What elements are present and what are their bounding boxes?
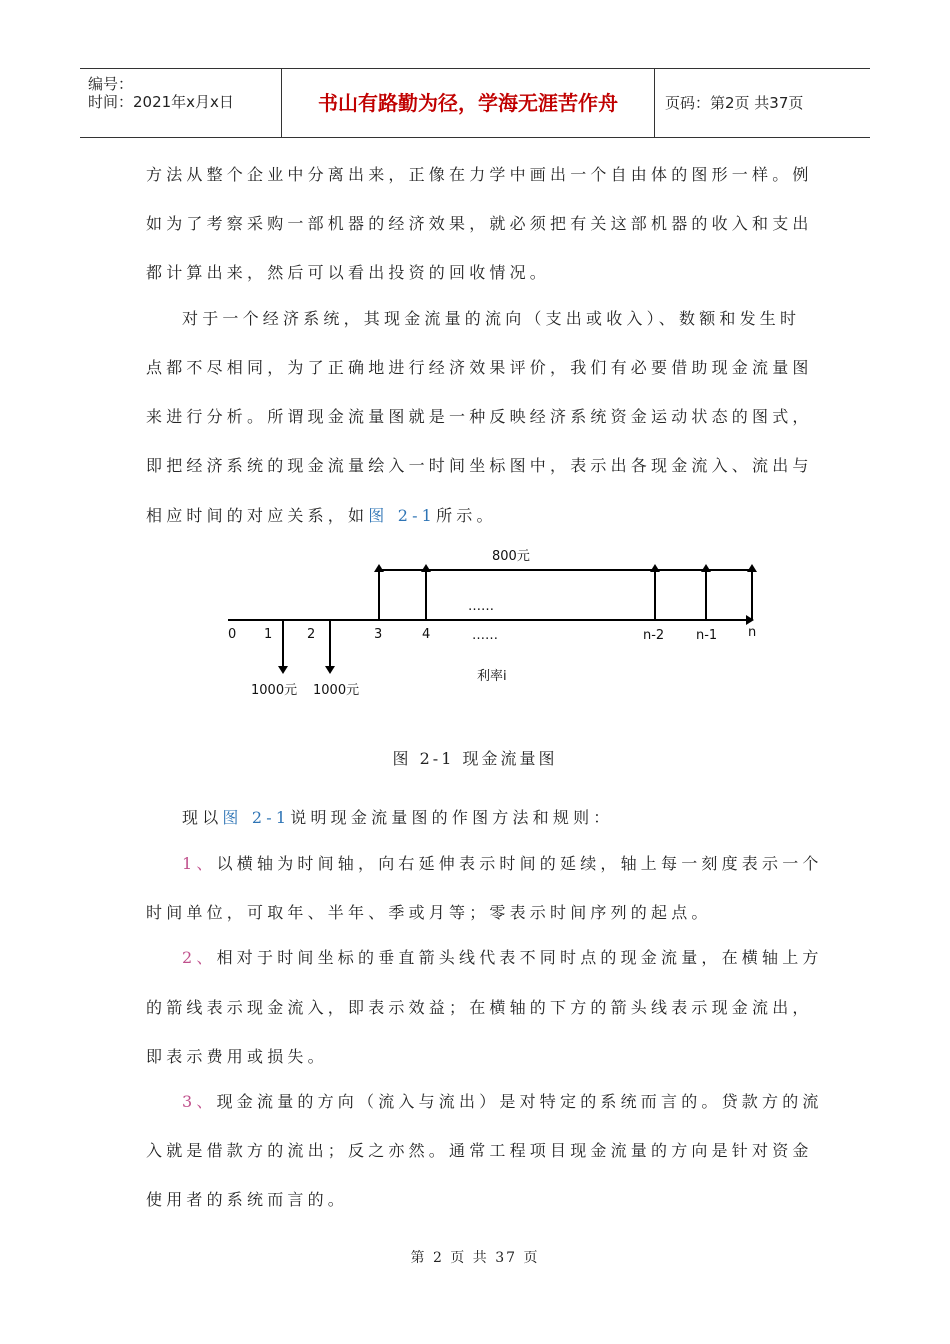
- list-number: 1、: [182, 854, 217, 873]
- intro-line: [182, 805, 613, 828]
- rule-3-line: [182, 1089, 823, 1112]
- text-run: 相对于时间坐标的垂直箭头线代表不同时点的现金流量，在横轴上方: [216, 948, 823, 967]
- paragraph-line: 的箭线表示现金流入，即表示效益；在横轴的下方的箭头线表示现金流出，: [146, 998, 813, 1017]
- paragraph-line: 即表示费用或损失。: [146, 1047, 328, 1066]
- paragraph-line: 时间单位，可取年、半年、季或月等；零表示时间序列的起点。: [146, 903, 712, 922]
- tick-label: n: [748, 625, 757, 640]
- tick-label: 3: [374, 627, 383, 642]
- figure-link[interactable]: 图 2-1: [222, 808, 291, 827]
- figure-link[interactable]: 图 2-1: [368, 506, 437, 525]
- tick-label: 0: [228, 627, 237, 642]
- tick-label: 4: [422, 627, 431, 642]
- rule-1-line: [182, 851, 823, 874]
- text-run: 说明现金流量图的作图方法和规则：: [290, 808, 614, 827]
- paragraph-line: 都计算出来，然后可以看出投资的回收情况。: [146, 263, 551, 282]
- outflow-label: 1000元: [313, 683, 360, 698]
- text-run: 相应时间的对应关系，如: [146, 506, 369, 525]
- list-number: 3、: [182, 1092, 217, 1111]
- text-run: 现金流量的方向（流入与流出）是对特定的系统而言的。贷款方的流: [216, 1092, 823, 1111]
- dots-top: ……: [468, 599, 494, 614]
- text-run: 以横轴为时间轴，向右延伸表示时间的延续，轴上每一刻度表示一个: [216, 854, 823, 873]
- paragraph-line: 来进行分析。所谓现金流量图就是一种反映经济系统资金运动状态的图式，: [146, 407, 813, 426]
- rate-label: 利率i: [477, 669, 507, 684]
- page-footer: 第 2 页 共 37 页: [410, 1250, 540, 1266]
- page-header: [80, 68, 870, 138]
- inflow-label: 800元: [492, 549, 530, 564]
- tick-label: 1: [264, 627, 273, 642]
- motto: 书山有路勤为径，学海无涯苦作舟: [282, 69, 655, 137]
- outflow-label: 1000元: [251, 683, 298, 698]
- text-run: 现以: [182, 808, 223, 827]
- list-number: 2、: [182, 948, 217, 967]
- paragraph-line: 对于一个经济系统，其现金流量的流向（支出或收入）、数额和发生时: [182, 309, 801, 328]
- page-info: 页码：第2页 共37页: [665, 94, 804, 112]
- tick-label: n-1: [696, 628, 718, 643]
- paragraph-line: [146, 503, 497, 526]
- code-label: 编号：: [88, 75, 134, 93]
- rule-2-line: [182, 945, 823, 968]
- tick-label: 2: [307, 627, 316, 642]
- figure-caption: 图 2-1 现金流量图: [392, 749, 558, 768]
- cash-flow-diagram: [220, 540, 780, 710]
- paragraph-line: 即把经济系统的现金流量绘入一时间坐标图中，表示出各现金流入、流出与: [146, 456, 813, 475]
- dots-bottom: ……: [472, 628, 498, 643]
- text-run: 所示。: [436, 506, 497, 525]
- date-label: 时间：2021年x月x日: [88, 93, 234, 111]
- paragraph-line: 方法从整个企业中分离出来，正像在力学中画出一个自由体的图形一样。例: [146, 165, 813, 184]
- header-meta-cell: [80, 69, 282, 137]
- paragraph-line: 使用者的系统而言的。: [146, 1190, 349, 1209]
- tick-label: n-2: [643, 628, 665, 643]
- paragraph-line: 点都不尽相同，为了正确地进行经济效果评价，我们有必要借助现金流量图: [146, 358, 813, 377]
- paragraph-line: 入就是借款方的流出；反之亦然。通常工程项目现金流量的方向是针对资金: [146, 1141, 813, 1160]
- paragraph-line: 如为了考察采购一部机器的经济效果，就必须把有关这部机器的收入和支出: [146, 214, 813, 233]
